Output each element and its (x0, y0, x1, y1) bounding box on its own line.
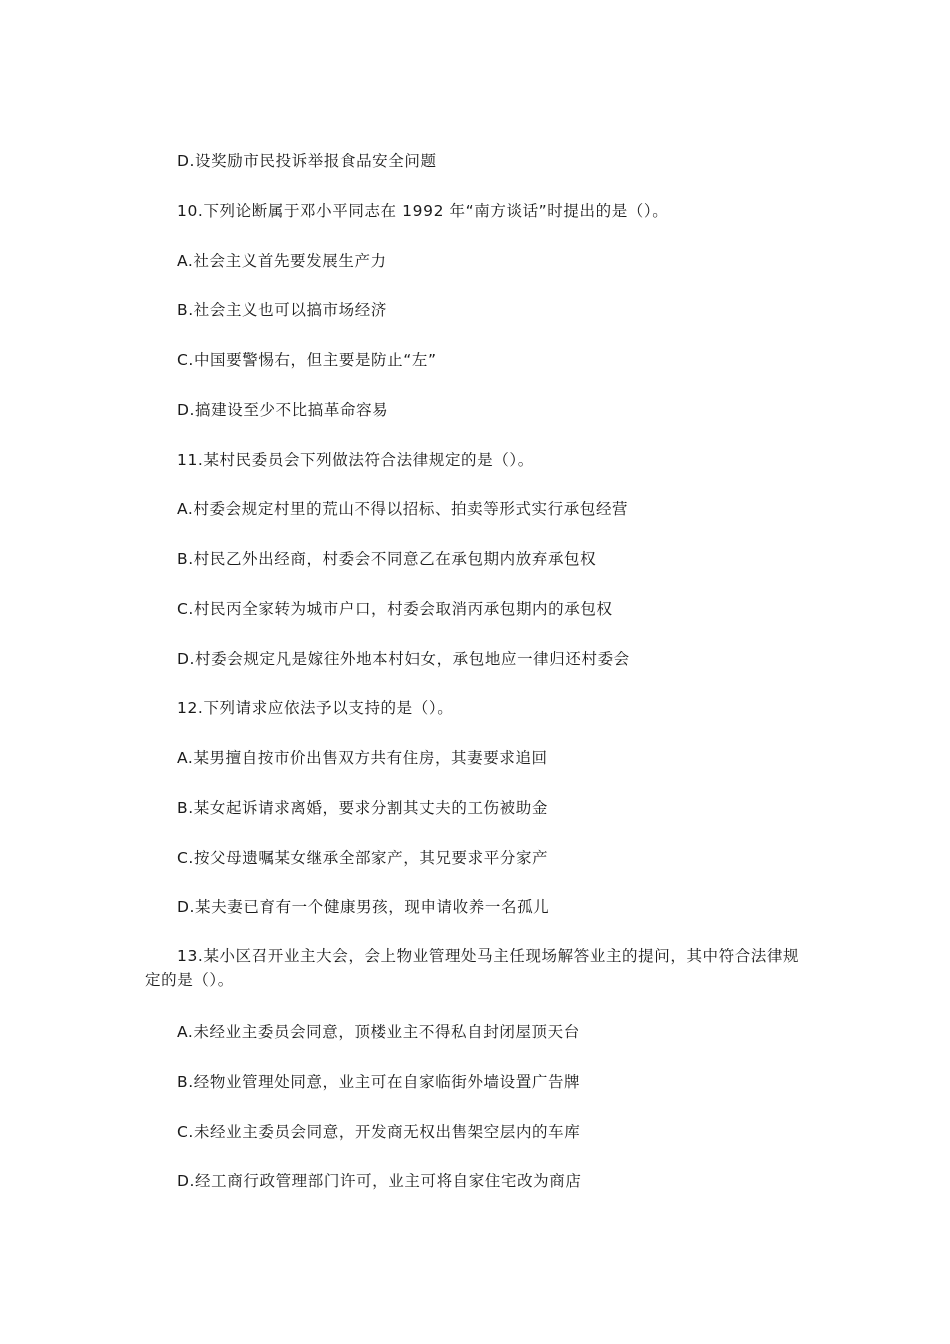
option-12c: C.按父母遗嘱某女继承全部家产，其兄要求平分家产 (177, 849, 549, 867)
option-10a: A.社会主义首先要发展生产力 (177, 252, 387, 270)
option-12b: B.某女起诉请求离婚，要求分割其丈夫的工伤被助金 (177, 799, 548, 817)
question-12: 12.下列请求应依法予以支持的是（）。 (177, 699, 454, 717)
option-11a: A.村委会规定村里的荒山不得以招标、拍卖等形式实行承包经营 (177, 500, 629, 518)
question-11: 11.某村民委员会下列做法符合法律规定的是（）。 (177, 451, 534, 469)
option-11c: C.村民丙全家转为城市户口，村委会取消丙承包期内的承包权 (177, 600, 613, 618)
question-10: 10.下列论断属于邓小平同志在 1992 年“南方谈话”时提出的是（）。 (177, 202, 669, 220)
option-10b: B.社会主义也可以搞市场经济 (177, 301, 387, 319)
option-11b: B.村民乙外出经商，村委会不同意乙在承包期内放弃承包权 (177, 550, 597, 568)
option-13c: C.未经业主委员会同意，开发商无权出售架空层内的车库 (177, 1123, 581, 1141)
option-10c: C.中国要警惕右，但主要是防止“左” (177, 351, 437, 369)
option-12a: A.某男擅自按市价出售双方共有住房，其妻要求追回 (177, 749, 548, 767)
option-13d: D.经工商行政管理部门许可，业主可将自家住宅改为商店 (177, 1172, 582, 1190)
option-12d: D.某夫妻已育有一个健康男孩，现申请收养一名孤儿 (177, 898, 550, 916)
option-10d: D.搞建设至少不比搞革命容易 (177, 401, 389, 419)
option-13a: A.未经业主委员会同意，顶楼业主不得私自封闭屋顶天台 (177, 1023, 580, 1041)
option-13b: B.经物业管理处同意，业主可在自家临街外墙设置广告牌 (177, 1073, 581, 1091)
question-13: 13.某小区召开业主大会，会上物业管理处马主任现场解答业主的提问，其中符合法律规定的是（）。 (145, 947, 800, 989)
option-9d: D.设奖励市民投诉举报食品安全问题 (177, 152, 437, 170)
option-11d: D.村委会规定凡是嫁往外地本村妇女，承包地应一律归还村委会 (177, 650, 630, 668)
